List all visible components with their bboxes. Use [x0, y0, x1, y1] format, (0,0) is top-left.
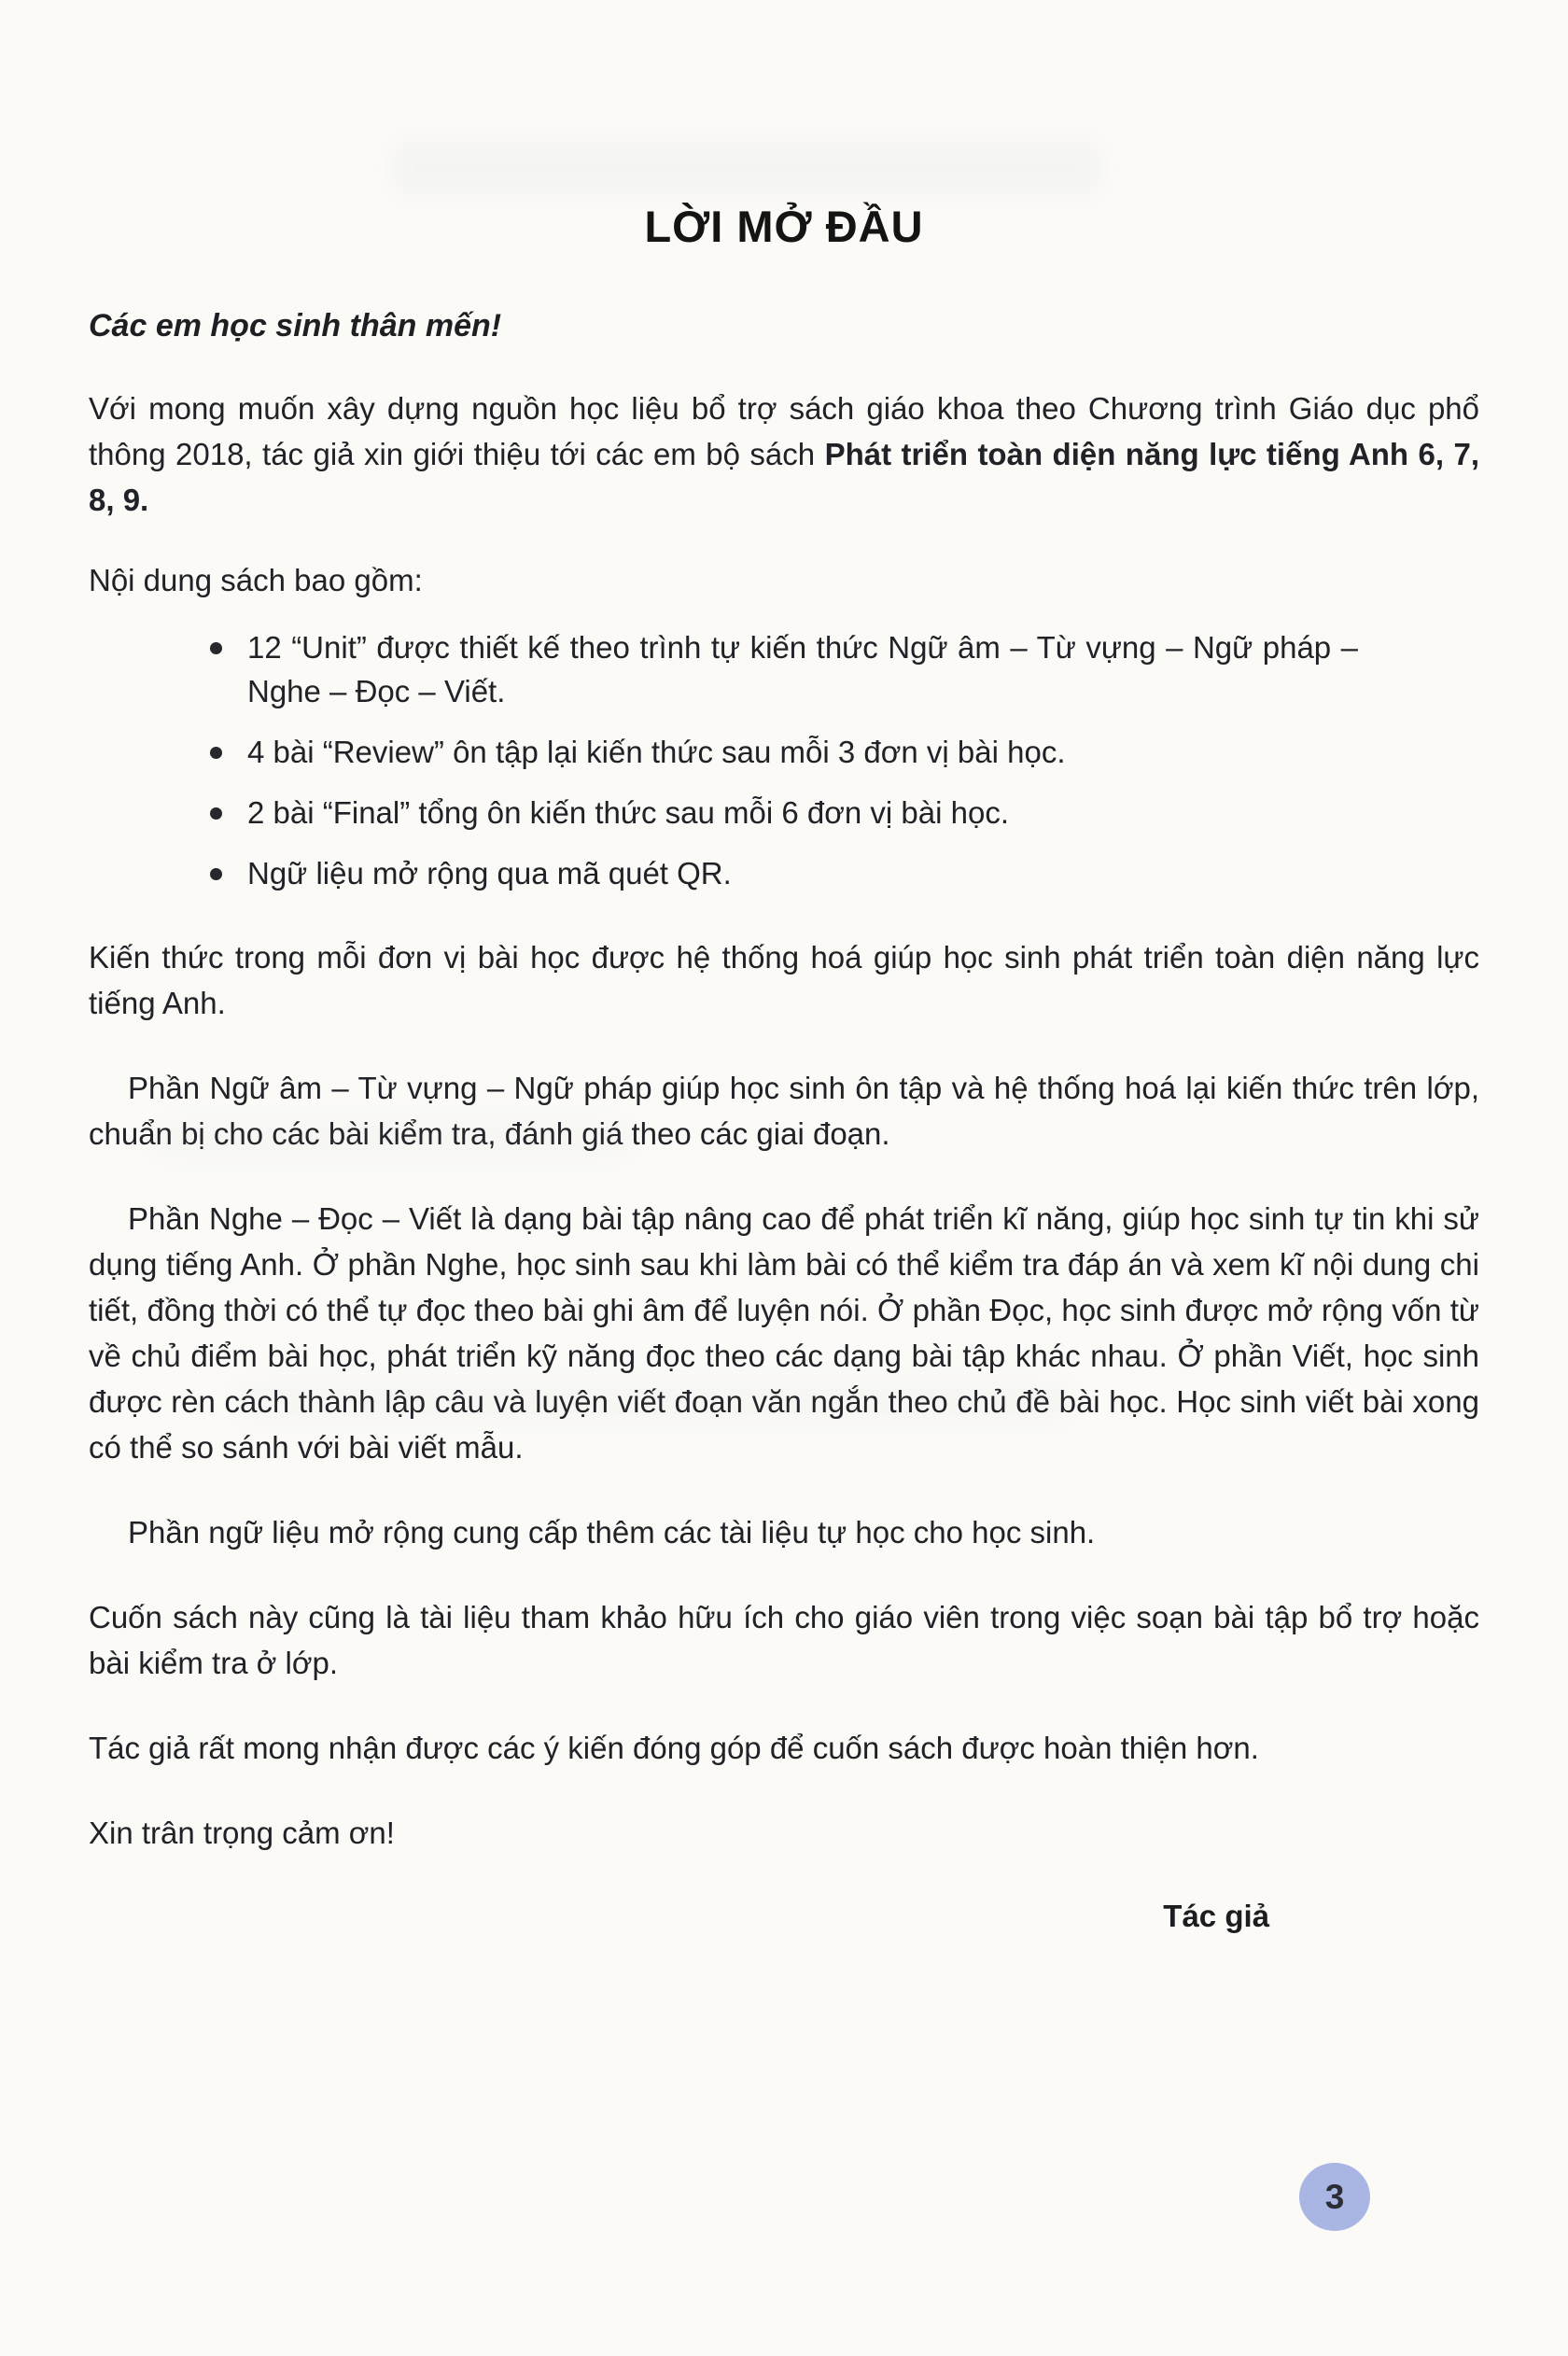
- author-signature: Tác giả: [1163, 1899, 1269, 1933]
- list-item: Ngữ liệu mở rộng qua mã quét QR.: [203, 851, 1358, 895]
- body-paragraph: Phần ngữ liệu mở rộng cung cấp thêm các tài liệu tự học cho học sinh.: [128, 1515, 1096, 1550]
- intro-paragraph-book-title: Phát triển toàn diện năng lực tiếng Anh 6, 7, 8, 9.: [89, 437, 1480, 517]
- page-number-badge: 3: [1299, 2163, 1370, 2231]
- list-item: 4 bài “Review” ôn tập lại kiến thức sau mỗi 3 đơn vị bài học.: [203, 730, 1358, 774]
- page-title: LỜI MỞ ĐẦU: [644, 202, 924, 251]
- book-contents-list: [203, 625, 1358, 895]
- intro-paragraph-normal: Với mong muốn xây dựng nguồn học liệu bổ trợ sách giáo khoa theo Chương trình Giáo dục phổ thông 2018, tác giả xin giới thiệu tới các em bộ sách: [89, 391, 1479, 471]
- body-paragraph: Phần Nghe – Đọc – Viết là dạng bài tập nâng cao để phát triển kĩ năng, giúp học sinh tự tin khi sử dụng tiếng Anh. Ở phần Nghe, học sinh sau khi làm bài có thể kiểm tra đáp án và xem kĩ nội dung chi tiết, đồng thời có thể tự đọc theo bài ghi âm để luyện nói. Ở phần Đọc, học sinh được mở rộng vốn từ về chủ điểm bài học, phát triển kỹ năng đọc theo các dạng bài tập khác nhau. Ở phần Viết, học sinh được rèn cách thành lập câu và luyện viết đoạn văn ngắn theo chủ đề bài học. Học sinh viết bài xong có thể so sánh với bài viết mẫu.: [89, 1201, 1479, 1465]
- body-paragraph: Phần Ngữ âm – Từ vựng – Ngữ pháp giúp học sinh ôn tập và hệ thống hoá lại kiến thức trên lớp, chuẩn bị cho các bài kiểm tra, đánh giá theo các giai đoạn.: [89, 1071, 1479, 1151]
- salutation-line: Các em học sinh thân mến!: [89, 308, 502, 344]
- body-paragraph: Kiến thức trong mỗi đơn vị bài học được hệ thống hoá giúp học sinh phát triển toàn diện năng lực tiếng Anh.: [89, 940, 1479, 1020]
- body-paragraph: Tác giả rất mong nhận được các ý kiến đóng góp để cuốn sách được hoàn thiện hơn.: [89, 1731, 1259, 1765]
- body-paragraph: Cuốn sách này cũng là tài liệu tham khảo hữu ích cho giáo viên trong việc soạn bài tập bổ trợ hoặc bài kiểm tra ở lớp.: [89, 1600, 1479, 1680]
- intro-paragraph: [89, 386, 1479, 523]
- body-paragraph: Xin trân trọng cảm ơn!: [89, 1816, 395, 1850]
- list-item: 2 bài “Final” tổng ôn kiến thức sau mỗi 6 đơn vị bài học.: [203, 791, 1358, 834]
- list-item: 12 “Unit” được thiết kế theo trình tự kiến thức Ngữ âm – Từ vựng – Ngữ pháp – Nghe – Đọc – Viết.: [203, 625, 1358, 713]
- list-intro-line: Nội dung sách bao gồm:: [89, 563, 423, 597]
